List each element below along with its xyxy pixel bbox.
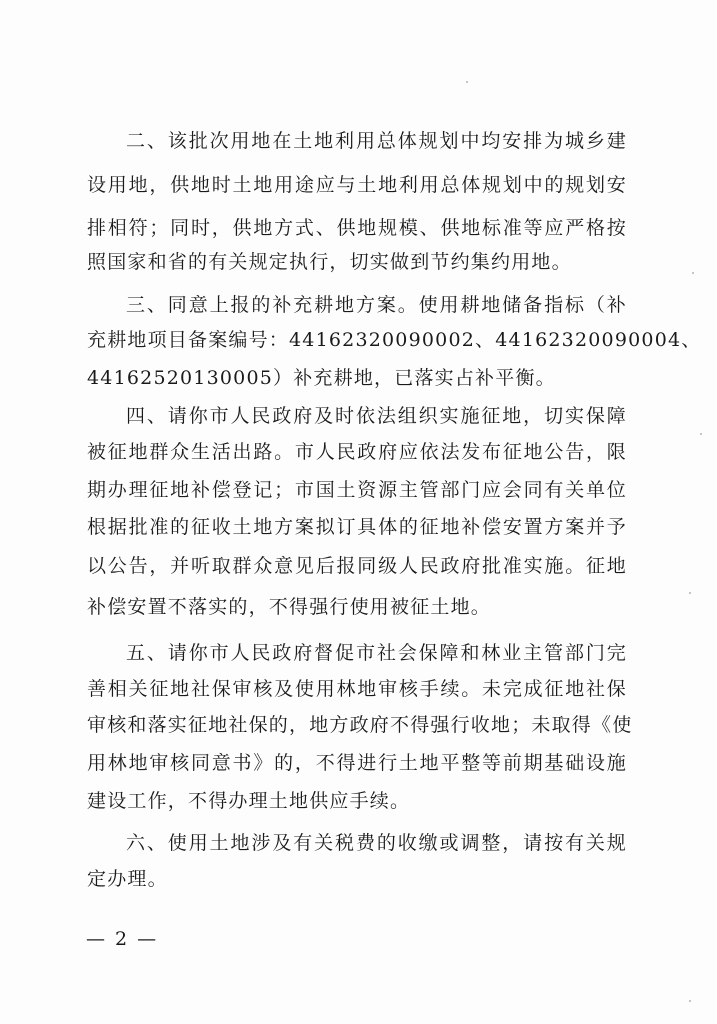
- scan-speck: [689, 592, 691, 594]
- paragraph-6-line-1: 六、使用土地涉及有关税费的收缴或调整，请按有关规: [126, 832, 627, 854]
- scan-speck: [692, 272, 694, 274]
- paragraph-5-line-1: 五、请你市人民政府督促市社会保障和林业主管部门完: [126, 642, 627, 664]
- paragraph-4-line-5: 以公告，并听取群众意见后报同级人民政府批准实施。征地: [87, 555, 627, 577]
- paragraph-3-line-2: 充耕地项目备案编号：44162320090002、44162320090004、: [87, 329, 702, 351]
- paragraph-6-line-2: 定办理。: [87, 868, 168, 890]
- scan-speck: [689, 1000, 691, 1002]
- paragraph-2-line-1: 二、该批次用地在土地利用总体规划中均安排为城乡建: [126, 130, 627, 152]
- paragraph-4-line-1: 四、请你市人民政府及时依法组织实施征地，切实保障: [126, 405, 627, 427]
- scan-speck: [700, 433, 702, 435]
- paragraph-4-line-4: 根据批准的征收土地方案拟订具体的征地补偿安置方案并予: [87, 516, 627, 538]
- paragraph-4-line-6: 补偿安置不落实的，不得强行使用被征土地。: [87, 596, 492, 618]
- paragraph-5-line-5: 建设工作，不得办理土地供应手续。: [87, 790, 411, 812]
- paragraph-2-line-2: 设用地，供地时土地用途应与土地利用总体规划中的规划安: [87, 174, 627, 196]
- paragraph-2-line-4: 照国家和省的有关规定执行，切实做到节约集约用地。: [87, 251, 572, 273]
- paragraph-3-line-1: 三、同意上报的补充耕地方案。使用耕地储备指标（补: [126, 294, 627, 316]
- page-number: — 2 —: [86, 928, 159, 950]
- paragraph-4-line-2: 被征地群众生活出路。市人民政府应依法发布征地公告，限: [87, 441, 627, 463]
- paragraph-4-line-3: 期办理征地补偿登记；市国土资源主管部门应会同有关单位: [87, 479, 627, 501]
- paragraph-3-line-3: 44162520130005）补充耕地，已落实占补平衡。: [87, 367, 556, 389]
- paragraph-2-line-3: 排相符；同时，供地方式、供地规模、供地标准等应严格按: [87, 217, 627, 239]
- paragraph-5-line-4: 用林地审核同意书》的，不得进行土地平整等前期基础设施: [87, 752, 627, 774]
- paragraph-5-line-2: 善相关征地社保审核及使用林地审核手续。未完成征地社保: [87, 678, 627, 700]
- scan-speck: [466, 81, 468, 83]
- paragraph-5-line-3: 审核和落实征地社保的，地方政府不得强行收地；未取得《使: [87, 714, 633, 736]
